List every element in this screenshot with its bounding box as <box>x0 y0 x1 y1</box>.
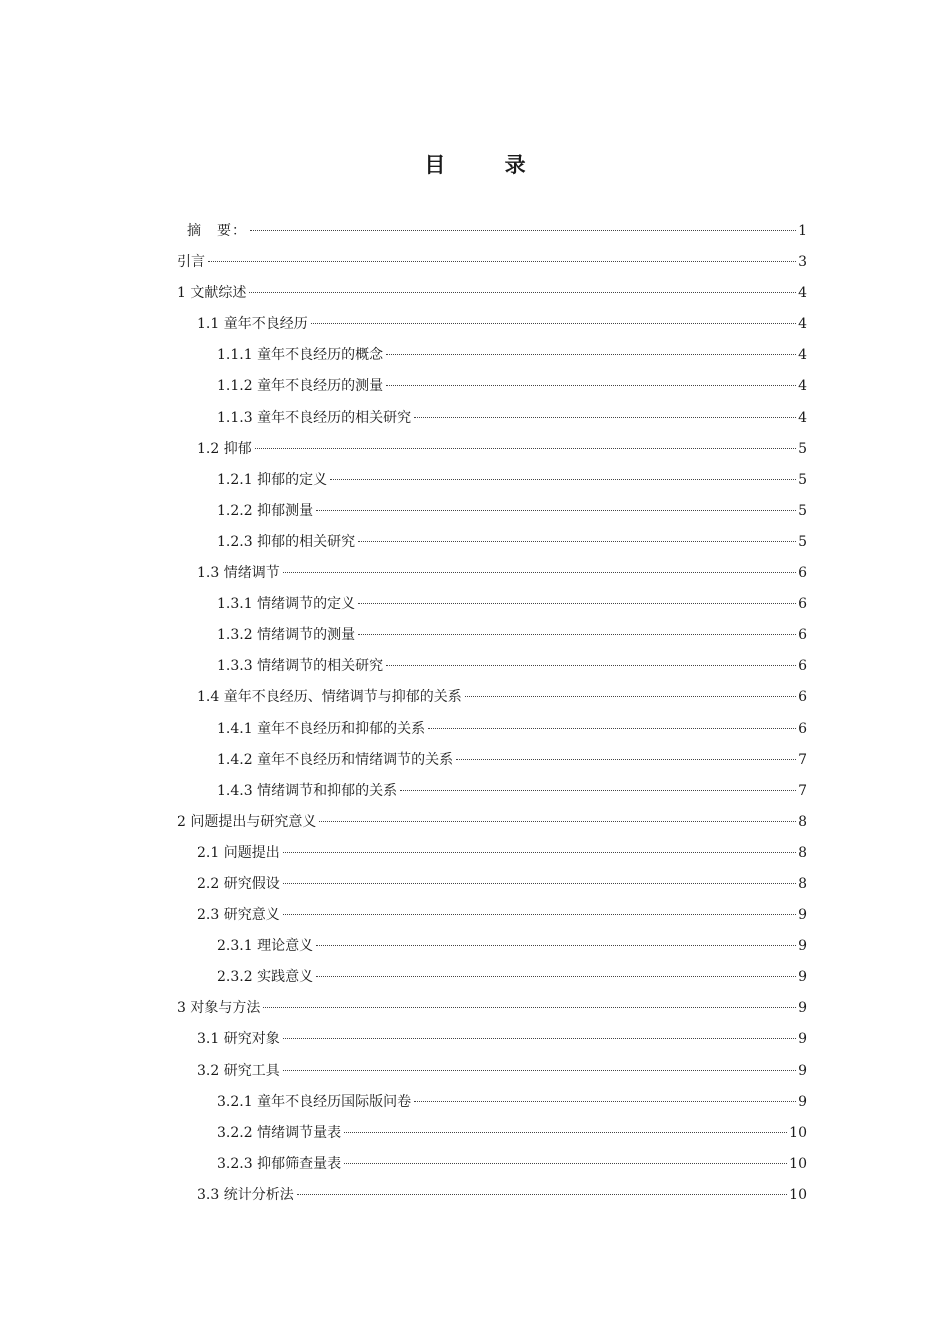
table-of-contents <box>177 216 807 1211</box>
toc-entry[interactable] <box>177 993 807 1024</box>
toc-entry-page-number: 5 <box>798 533 807 550</box>
toc-entry[interactable] <box>177 496 807 527</box>
toc-entry[interactable] <box>177 651 807 682</box>
toc-entry-page-number: 9 <box>798 969 807 986</box>
toc-entry-page-number: 4 <box>798 378 807 395</box>
toc-entry-page-number: 10 <box>789 1124 807 1141</box>
dot-leader <box>208 261 796 262</box>
dot-leader <box>386 385 796 386</box>
dot-leader <box>358 603 796 604</box>
toc-entry[interactable] <box>177 1087 807 1118</box>
dot-leader <box>316 510 796 511</box>
toc-entry-page-number: 8 <box>798 844 807 861</box>
dot-leader <box>283 883 796 884</box>
toc-entry[interactable] <box>177 1056 807 1087</box>
toc-entry[interactable] <box>177 714 807 745</box>
toc-entry-label: 3.2.1 童年不良经历国际版问卷 <box>217 1093 412 1110</box>
dot-leader <box>250 230 796 231</box>
toc-entry-label: 引言 <box>177 254 205 271</box>
toc-entry-page-number: 9 <box>798 1000 807 1017</box>
toc-entry-page-number: 9 <box>798 938 807 955</box>
toc-entry[interactable] <box>177 620 807 651</box>
toc-entry-page-number: 7 <box>798 782 807 799</box>
dot-leader <box>358 541 796 542</box>
dot-leader <box>330 479 796 480</box>
toc-entry-page-number: 3 <box>798 254 807 271</box>
toc-entry[interactable] <box>177 900 807 931</box>
toc-entry-label: 1.1 童年不良经历 <box>197 316 308 333</box>
toc-entry[interactable] <box>177 682 807 713</box>
toc-entry-label: 1.4 童年不良经历、情绪调节与抑郁的关系 <box>197 689 462 706</box>
toc-entry-page-number: 6 <box>798 658 807 675</box>
toc-entry-label: 3.3 统计分析法 <box>197 1186 294 1203</box>
dot-leader <box>311 323 796 324</box>
toc-entry-label: 1.1.1 童年不良经历的概念 <box>217 347 384 364</box>
dot-leader <box>249 292 796 293</box>
dot-leader <box>386 354 796 355</box>
dot-leader <box>358 634 796 635</box>
toc-entry-label: 2.3.2 实践意义 <box>217 969 314 986</box>
toc-entry-label: 2.3 研究意义 <box>197 907 280 924</box>
toc-entry-label: 2.2 研究假设 <box>197 875 280 892</box>
toc-entry-page-number: 4 <box>798 409 807 426</box>
toc-entry-page-number: 9 <box>798 907 807 924</box>
dot-leader <box>414 1101 796 1102</box>
toc-entry[interactable] <box>177 403 807 434</box>
dot-leader <box>414 417 796 418</box>
toc-entry-page-number: 4 <box>798 347 807 364</box>
toc-entry[interactable] <box>177 869 807 900</box>
dot-leader <box>316 976 796 977</box>
toc-entry-page-number: 6 <box>798 627 807 644</box>
toc-entry-label: 1.3 情绪调节 <box>197 565 280 582</box>
toc-entry-page-number: 6 <box>798 720 807 737</box>
toc-entry[interactable] <box>177 278 807 309</box>
toc-entry-label: 1.3.1 情绪调节的定义 <box>217 596 356 613</box>
dot-leader <box>428 728 796 729</box>
toc-entry[interactable] <box>177 1024 807 1055</box>
dot-leader <box>297 1194 787 1195</box>
dot-leader <box>283 914 796 915</box>
toc-entry[interactable] <box>177 309 807 340</box>
toc-entry-label: 3.2.2 情绪调节量表 <box>217 1124 342 1141</box>
toc-entry-label: 3 对象与方法 <box>177 1000 261 1017</box>
toc-entry-label: 2.3.1 理论意义 <box>217 938 314 955</box>
dot-leader <box>465 696 796 697</box>
toc-entry[interactable] <box>177 527 807 558</box>
toc-entry[interactable] <box>177 216 807 247</box>
toc-entry-label: 2 问题提出与研究意义 <box>177 813 317 830</box>
dot-leader <box>344 1163 787 1164</box>
toc-entry[interactable] <box>177 962 807 993</box>
toc-entry[interactable] <box>177 340 807 371</box>
toc-entry-page-number: 8 <box>798 875 807 892</box>
toc-entry-label: 1.2.2 抑郁测量 <box>217 502 314 519</box>
toc-entry-page-number: 5 <box>798 502 807 519</box>
toc-entry-label: 1.3.2 情绪调节的测量 <box>217 627 356 644</box>
dot-leader <box>283 572 796 573</box>
toc-entry-label: 1.4.2 童年不良经历和情绪调节的关系 <box>217 751 454 768</box>
toc-entry-page-number: 5 <box>798 440 807 457</box>
toc-entry[interactable] <box>177 465 807 496</box>
toc-entry-label: 3.2 研究工具 <box>197 1062 280 1079</box>
dot-leader <box>316 945 796 946</box>
toc-entry-page-number: 7 <box>798 751 807 768</box>
dot-leader <box>344 1132 787 1133</box>
toc-entry-page-number: 10 <box>789 1186 807 1203</box>
dot-leader <box>319 821 796 822</box>
toc-entry-page-number: 5 <box>798 471 807 488</box>
dot-leader <box>400 790 796 791</box>
page-title: 目 录 <box>424 153 552 177</box>
toc-entry[interactable] <box>177 247 807 278</box>
toc-entry-label: 1.2.3 抑郁的相关研究 <box>217 533 356 550</box>
toc-entry-page-number: 9 <box>798 1093 807 1110</box>
toc-entry[interactable] <box>177 371 807 402</box>
toc-entry-label: 2.1 问题提出 <box>197 844 280 861</box>
toc-entry-label: 1.2 抑郁 <box>197 440 252 457</box>
toc-entry-label: 1.4.3 情绪调节和抑郁的关系 <box>217 782 398 799</box>
dot-leader <box>456 759 796 760</box>
toc-entry[interactable] <box>177 931 807 962</box>
toc-entry[interactable] <box>177 558 807 589</box>
toc-entry-label: 1.4.1 童年不良经历和抑郁的关系 <box>217 720 426 737</box>
toc-entry-page-number: 6 <box>798 565 807 582</box>
toc-entry[interactable] <box>177 1149 807 1180</box>
toc-entry-label: 1.1.2 童年不良经历的测量 <box>217 378 384 395</box>
toc-entry[interactable] <box>177 1180 807 1211</box>
toc-entry[interactable] <box>177 838 807 869</box>
toc-entry-label: 3.2.3 抑郁筛查量表 <box>217 1155 342 1172</box>
toc-entry-page-number: 6 <box>798 689 807 706</box>
toc-entry-page-number: 1 <box>798 223 807 239</box>
toc-entry[interactable] <box>177 807 807 838</box>
dot-leader <box>255 448 796 449</box>
toc-entry-label: 3.1 研究对象 <box>197 1031 280 1048</box>
toc-entry-page-number: 6 <box>798 596 807 613</box>
dot-leader <box>283 1038 796 1039</box>
toc-entry-page-number: 9 <box>798 1062 807 1079</box>
toc-entry[interactable] <box>177 745 807 776</box>
toc-entry-page-number: 10 <box>789 1155 807 1172</box>
toc-entry-label: 1 文献综述 <box>177 285 247 302</box>
toc-entry-page-number: 4 <box>798 316 807 333</box>
dot-leader <box>386 665 796 666</box>
toc-entry-page-number: 8 <box>798 813 807 830</box>
dot-leader <box>263 1007 796 1008</box>
toc-entry[interactable] <box>177 589 807 620</box>
toc-entry-label: 1.1.3 童年不良经历的相关研究 <box>217 409 412 426</box>
toc-entry[interactable] <box>177 776 807 807</box>
toc-entry-label: 1.3.3 情绪调节的相关研究 <box>217 658 384 675</box>
toc-entry-page-number: 4 <box>798 285 807 302</box>
toc-entry-page-number: 9 <box>798 1031 807 1048</box>
dot-leader <box>283 1070 796 1071</box>
dot-leader <box>283 852 796 853</box>
toc-entry-label: 1.2.1 抑郁的定义 <box>217 471 328 488</box>
toc-entry-label: 摘 要： <box>187 223 247 239</box>
toc-entry[interactable] <box>177 434 807 465</box>
toc-entry[interactable] <box>177 1118 807 1149</box>
